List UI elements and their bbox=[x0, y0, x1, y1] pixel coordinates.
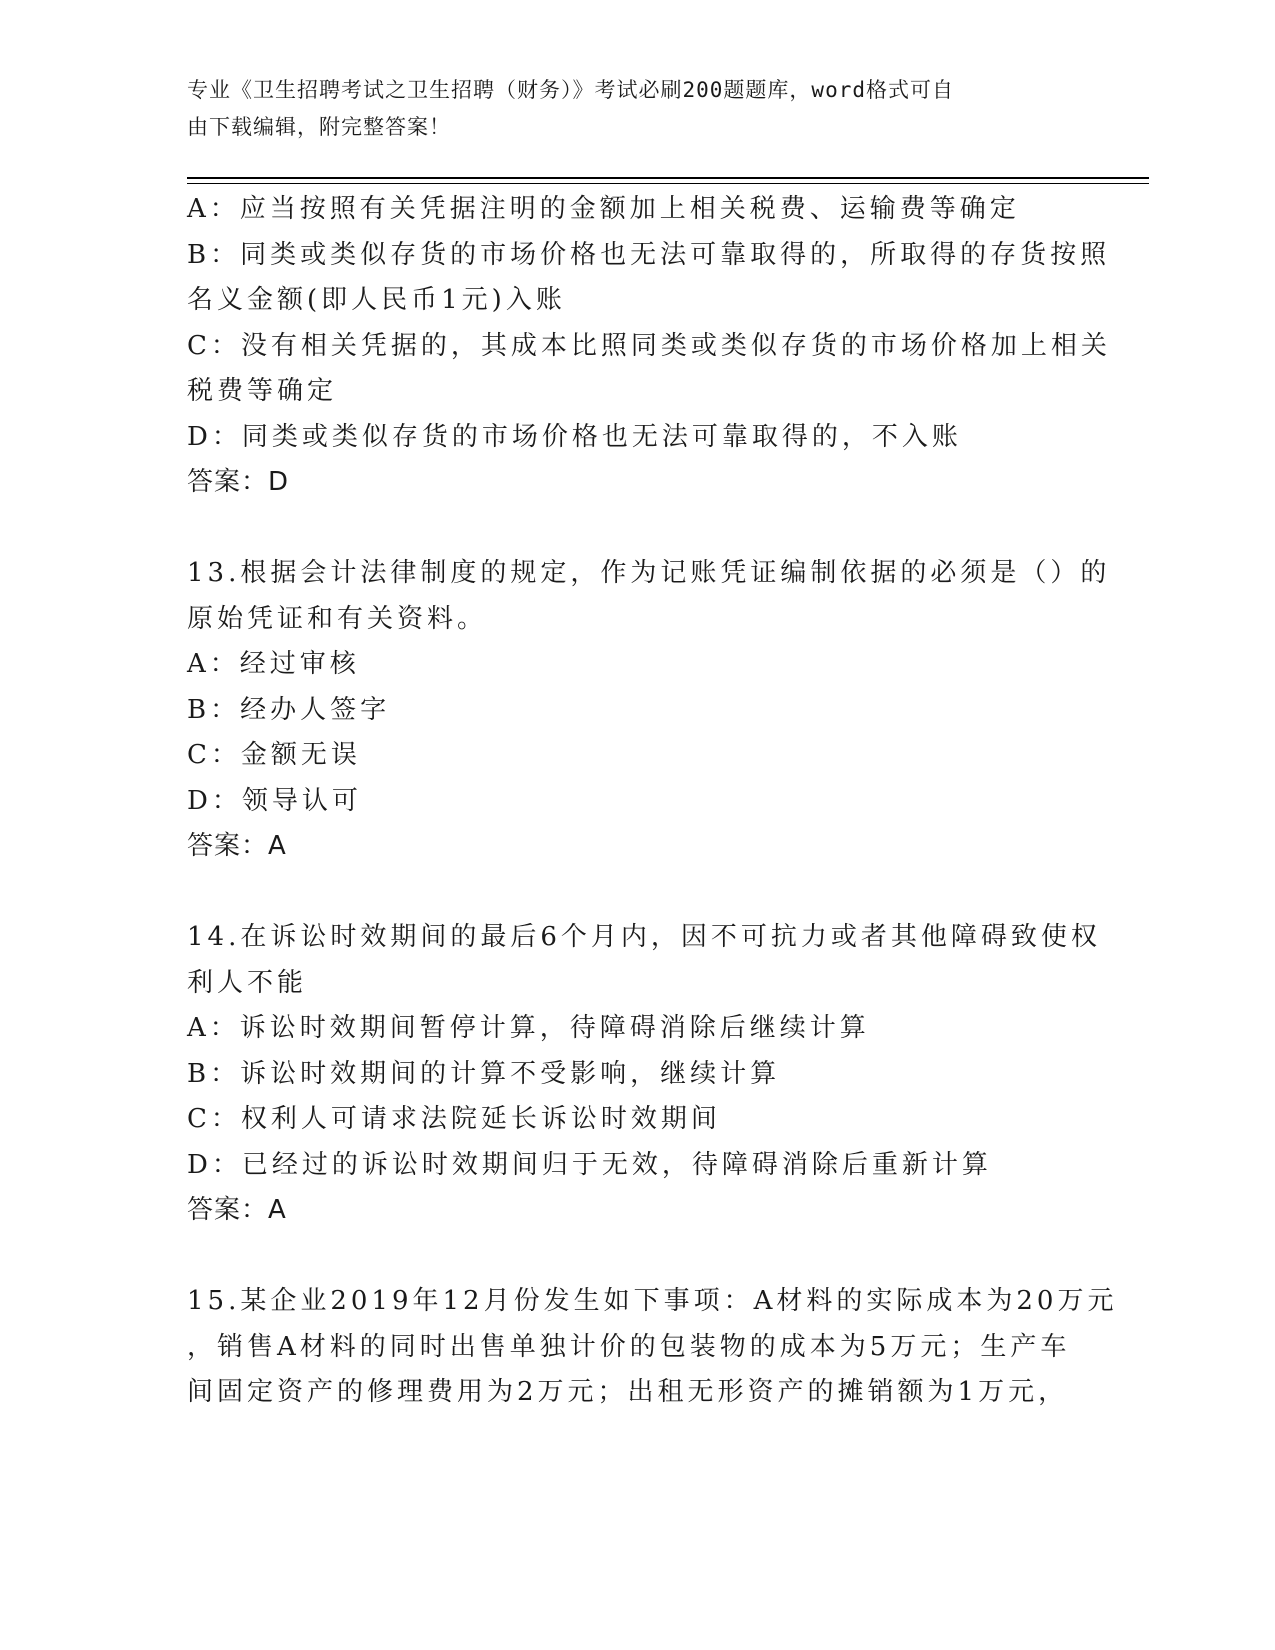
question-13 bbox=[187, 551, 1111, 870]
header-divider-thin bbox=[187, 183, 1149, 184]
q13-stem-line-2: 原始凭证和有关资料。 bbox=[187, 603, 488, 634]
spacer bbox=[187, 870, 1087, 916]
question-content bbox=[187, 187, 1118, 1416]
q13-option-b: B：经办人签字 bbox=[187, 694, 391, 725]
spacer bbox=[187, 506, 1087, 552]
q15-stem-line-2: ，销售A材料的同时出售单独计价的包装物的成本为5万元；生产车 bbox=[187, 1331, 1071, 1362]
q14-answer: 答案：A bbox=[187, 1195, 287, 1225]
q13-answer: 答案：A bbox=[187, 831, 287, 861]
header-divider-thick bbox=[187, 177, 1149, 179]
q14-option-d: D：已经过的诉讼时效期间归于无效，待障碍消除后重新计算 bbox=[187, 1149, 992, 1180]
spacer bbox=[187, 1234, 1087, 1280]
q13-option-a: A：经过审核 bbox=[187, 649, 360, 679]
q14-option-a: A：诉讼时效期间暂停计算，待障碍消除后继续计算 bbox=[187, 1013, 870, 1043]
q12-option-c-line-1: C：没有相关凭据的，其成本比照同类或类似存货的市场价格加上相关 bbox=[187, 330, 1111, 361]
q12-option-c-line-2: 税费等确定 bbox=[187, 376, 338, 406]
q13-option-d: D：领导认可 bbox=[187, 785, 362, 816]
q12-option-b-line-1: B：同类或类似存货的市场价格也无法可靠取得的，所取得的存货按照 bbox=[187, 239, 1111, 270]
q14-stem-line-1: 14.在诉讼时效期间的最后6个月内，因不可抗力或者其他障碍致使权 bbox=[187, 922, 1101, 952]
q15-stem-line-3: 间固定资产的修理费用为2万元；出租无形资产的摊销额为1万元， bbox=[187, 1377, 1069, 1407]
header-line-2: 由下载编辑，附完整答案！ bbox=[187, 115, 451, 139]
q14-option-c: C：权利人可请求法院延长诉讼时效期间 bbox=[187, 1104, 721, 1134]
q15-stem-line-1: 15.某企业2019年12月份发生如下事项：A材料的实际成本为20万元 bbox=[187, 1286, 1118, 1316]
q12-option-b-line-2: 名义金额(即人民币1元)入账 bbox=[187, 285, 566, 315]
q13-option-c: C：金额无误 bbox=[187, 740, 361, 770]
q14-option-b: B：诉讼时效期间的计算不受影响，继续计算 bbox=[187, 1058, 781, 1089]
q12-option-a: A：应当按照有关凭据注明的金额加上相关税费、运输费等确定 bbox=[187, 194, 1020, 224]
q12-option-d: D：同类或类似存货的市场价格也无法可靠取得的，不入账 bbox=[187, 421, 962, 452]
q12-answer: 答案：D bbox=[187, 467, 290, 497]
question-14 bbox=[187, 915, 1101, 1234]
q13-stem-line-1: 13.根据会计法律制度的规定，作为记账凭证编制依据的必须是（）的 bbox=[187, 558, 1111, 588]
question-12-options bbox=[187, 187, 1111, 506]
document-header bbox=[187, 72, 1067, 146]
header-line-1: 专业《卫生招聘考试之卫生招聘（财务）》考试必刷200题题库，word格式可自 bbox=[187, 78, 954, 102]
q14-stem-line-2: 利人不能 bbox=[187, 967, 308, 998]
question-15 bbox=[187, 1279, 1118, 1416]
